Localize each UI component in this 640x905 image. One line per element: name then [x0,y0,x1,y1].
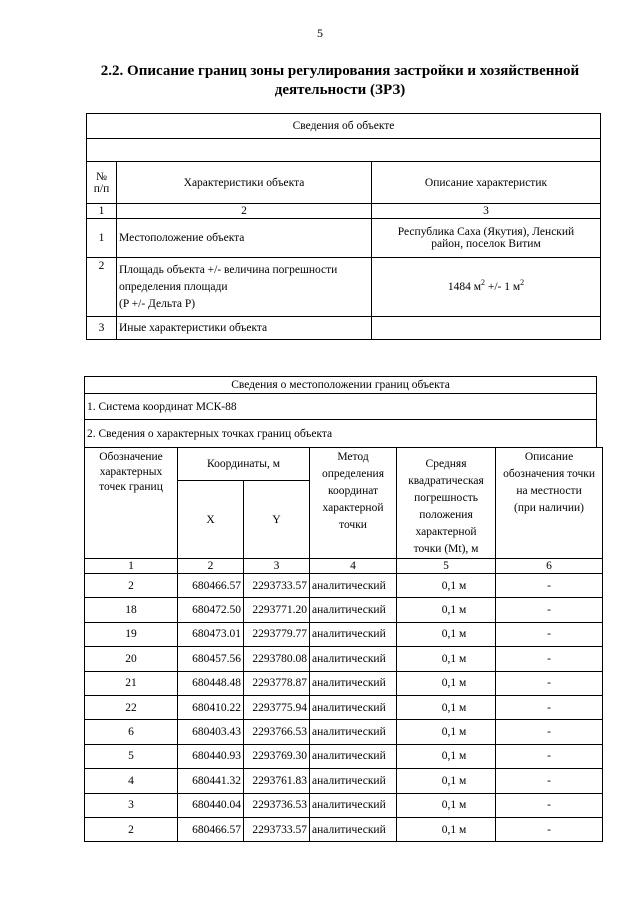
description-location-line2: район, поселок Витим [431,238,541,250]
method: аналитический [310,720,397,744]
mean-error: 0,1 м [397,647,496,671]
header-error-line1: Средняя [425,458,467,470]
method: аналитический [310,793,397,817]
point-description: - [496,647,603,671]
coord-y: 2293778.87 [244,671,310,695]
coord-y: 2293761.83 [244,769,310,793]
header-method-line1: Метод [337,451,369,463]
point-number: 21 [85,671,178,695]
mean-error: 0,1 м [397,744,496,768]
header-designation-line3: точек границ [99,481,163,493]
table-row [87,317,601,340]
header-y: Y [244,481,310,559]
table-row [85,720,603,744]
header-description-line1: Описание [524,451,574,463]
coord-y: 2293733.57 [244,574,310,598]
boundary-points-table [84,447,603,842]
coord-y: 2293780.08 [244,647,310,671]
table-row [85,817,603,841]
area-value: 1484 м [447,281,481,293]
col-number-header-line2: п/п [93,182,110,195]
col-number-header [87,162,117,204]
area-unit-exponent: 2 [480,278,485,288]
characteristic-area-line3: (P +/- Дельта P) [119,297,196,310]
section-heading-line1: 2.2. Описание границ зоны регулирования застройки и хозяйственной [100,63,580,79]
characteristic-area-line1: Площадь объекта +/- величина погрешности [119,263,338,276]
index-cell: 1 [87,204,117,219]
method: аналитический [310,671,397,695]
header-point-designation [85,448,178,559]
point-description: - [496,622,603,646]
table-row [87,219,601,258]
header-designation-line1: Обозначение [99,451,163,463]
index-cell: 1 [85,559,178,574]
section-heading-line2: деятельности (ЗРЗ) [274,82,406,98]
method: аналитический [310,622,397,646]
method: аналитический [310,647,397,671]
coord-y: 2293779.77 [244,622,310,646]
table-row [85,598,603,622]
point-number: 22 [85,695,178,719]
coord-x: 680472.50 [178,598,244,622]
header-error-line4: положения [419,509,473,521]
method: аналитический [310,817,397,841]
header-error-line6: точки (Mt), м [413,543,479,555]
coordinate-system: 1. Система координат МСК-88 [85,394,597,420]
mean-error: 0,1 м [397,769,496,793]
point-number: 4 [85,769,178,793]
header-error-line2: квадратическая [408,475,484,487]
characteristic-area [117,258,372,317]
point-description: - [496,744,603,768]
coord-x: 680441.32 [178,769,244,793]
coord-y: 2293771.20 [244,598,310,622]
mean-error: 0,1 м [397,720,496,744]
description-other [372,317,601,340]
col-number-header-line1: № [96,170,107,183]
points-body [85,574,603,842]
characteristic-area-line2: определения площади [119,280,228,293]
header-description-line4: (при наличии) [514,502,584,514]
header-method-line5: точки [339,519,367,531]
table-row [85,622,603,646]
coord-y: 2293775.94 [244,695,310,719]
point-number: 19 [85,622,178,646]
coord-x: 680440.04 [178,793,244,817]
point-description: - [496,769,603,793]
point-description: - [496,598,603,622]
method: аналитический [310,744,397,768]
coord-y: 2293769.30 [244,744,310,768]
table-row [85,671,603,695]
description-location-line1: Республика Саха (Якутия), Ленский [397,226,575,238]
coord-x: 680466.57 [178,817,244,841]
header-description-line2: обозначения точки [503,468,595,480]
header-x: X [178,481,244,559]
coord-x: 680410.22 [178,695,244,719]
col-description-header: Описание характеристик [372,162,601,204]
header-error-line5: характерной [415,526,477,538]
point-number: 18 [85,598,178,622]
coord-y: 2293766.53 [244,720,310,744]
points-section-title: 2. Сведения о характерных точках границ объекта [85,420,597,448]
header-method [310,448,397,559]
area-tolerance: +/- 1 м [484,281,521,293]
object-table-title: Сведения об объекте [87,114,601,139]
point-description: - [496,817,603,841]
row-number: 2 [87,258,117,317]
index-cell: 3 [244,559,310,574]
method: аналитический [310,574,397,598]
point-description: - [496,574,603,598]
mean-error: 0,1 м [397,695,496,719]
index-cell: 6 [496,559,603,574]
point-number: 6 [85,720,178,744]
index-cell: 2 [178,559,244,574]
object-info-table [86,113,601,340]
table-row [85,793,603,817]
point-number: 2 [85,574,178,598]
method: аналитический [310,769,397,793]
area-tolerance-exponent: 2 [520,278,525,288]
table-row [87,258,601,317]
table-row [85,769,603,793]
header-error-line3: погрешность [414,492,478,504]
coord-y: 2293736.53 [244,793,310,817]
coord-x: 680457.56 [178,647,244,671]
header-method-line3: координат [327,485,379,497]
header-method-line2: определения [322,468,385,480]
point-description: - [496,793,603,817]
point-description: - [496,720,603,744]
point-description: - [496,695,603,719]
method: аналитический [310,695,397,719]
index-cell: 3 [372,204,601,219]
table-row [85,574,603,598]
header-designation-line2: характерных [99,466,163,478]
characteristic-other: Иные характеристики объекта [117,317,372,340]
method: аналитический [310,598,397,622]
object-table-spacer-row [87,139,601,162]
mean-error: 0,1 м [397,793,496,817]
location-table-title: Сведения о местоположении границ объекта [85,377,597,394]
point-number: 5 [85,744,178,768]
index-cell: 4 [310,559,397,574]
coord-x: 680440.93 [178,744,244,768]
header-method-line4: характерной [322,502,384,514]
coord-x: 680448.48 [178,671,244,695]
table-row [85,744,603,768]
point-number: 2 [85,817,178,841]
header-point-description [496,448,603,559]
mean-error: 0,1 м [397,574,496,598]
mean-error: 0,1 м [397,598,496,622]
table-row [85,647,603,671]
mean-error: 0,1 м [397,817,496,841]
index-cell: 2 [117,204,372,219]
location-info-table [84,376,597,448]
page-number: 5 [317,26,323,40]
section-heading [60,62,620,100]
header-mean-error [397,448,496,559]
table-row [85,695,603,719]
header-description-line3: на местности [516,485,582,497]
row-number: 1 [87,219,117,258]
index-cell: 5 [397,559,496,574]
coord-x: 680466.57 [178,574,244,598]
point-number: 20 [85,647,178,671]
coord-x: 680473.01 [178,622,244,646]
point-description: - [496,671,603,695]
coord-y: 2293733.57 [244,817,310,841]
row-number: 3 [87,317,117,340]
description-location [372,219,601,258]
coord-x: 680403.43 [178,720,244,744]
header-coordinates: Координаты, м [178,448,310,481]
area-value-cell [372,258,601,317]
characteristic-location: Местоположение объекта [117,219,372,258]
mean-error: 0,1 м [397,671,496,695]
col-characteristics-header: Характеристики объекта [117,162,372,204]
mean-error: 0,1 м [397,622,496,646]
point-number: 3 [85,793,178,817]
